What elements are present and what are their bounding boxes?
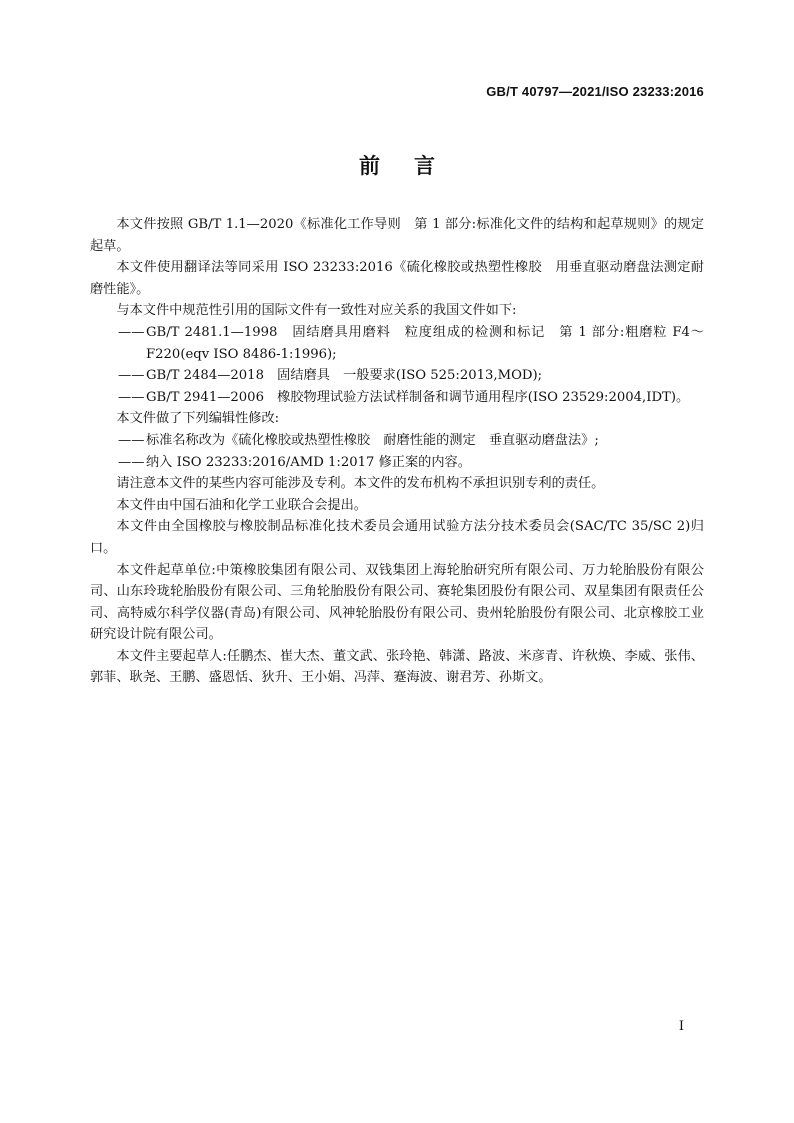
- paragraph-edit-intro: 本文件做了下列编辑性修改:: [116, 411, 280, 427]
- document-code-header: GB/T 40797—2021/ISO 23233:2016: [486, 84, 704, 99]
- list-item: [118, 365, 704, 387]
- paragraph-drafting-rules: 本文件按照 GB/T 1.1—2020《标准化工作导则 第 1 部分:标准化文件的结构和起草规则》的规定起草。: [90, 217, 704, 254]
- list-item: [118, 452, 704, 474]
- list-item-text: GB/T 2481.1—1998 固结磨具用磨料 粒度组成的检测和标记 第 1 部分:粗磨粒 F4～F220(eqv ISO 8486-1:1996);: [146, 324, 704, 362]
- paragraph-proposer: 本文件由中国石油和化学工业联合会提出。: [116, 497, 367, 513]
- list-item: [118, 322, 704, 365]
- dash-marker: ——: [118, 454, 145, 470]
- list-item-text: 纳入 ISO 23233:2016/AMD 1:2017 修正案的内容。: [146, 454, 471, 470]
- paragraph-centralizer: 本文件由全国橡胶与橡胶制品标准化技术委员会通用试验方法分技术委员会(SAC/TC 35/SC 2)归口。: [90, 519, 704, 556]
- dash-marker: ——: [118, 389, 145, 405]
- paragraph-drafting-units: 本文件起草单位:中策橡胶集团有限公司、双钱集团上海轮胎研究所有限公司、万力轮胎股份有限公司、山东玲珑轮胎股份有限公司、三角轮胎股份有限公司、赛轮集团股份有限公司、双星集团有限责任公司、高特威尔科学仪器(青岛)有限公司、风神轮胎股份有限公司、贵州轮胎股份有限公司、北京橡胶工业研究设计院有限公司。: [90, 562, 704, 643]
- page-title: 前言: [359, 153, 469, 178]
- paragraph-drafters: 本文件主要起草人:任鹏杰、崔大杰、董文武、张玲艳、韩潇、路波、米彦青、许秋焕、李威、张伟、郭菲、耿尧、王鹏、盛恩恬、狄升、王小娟、冯萍、蹇海波、谢君芳、孙斯文。: [90, 648, 704, 686]
- list-item-text: GB/T 2484—2018 固结磨具 一般要求(ISO 525:2013,MOD);: [146, 368, 543, 384]
- dash-marker: ——: [118, 368, 145, 384]
- paragraph-adoption: 本文件使用翻译法等同采用 ISO 23233:2016《硫化橡胶或热塑性橡胶 用垂直驱动磨盘法测定耐磨性能》。: [90, 260, 704, 297]
- dash-marker: ——: [118, 324, 145, 340]
- list-item: [118, 387, 704, 409]
- page-number: I: [678, 1019, 684, 1034]
- list-item-text: GB/T 2941—2006 橡胶物理试验方法试样制备和调节通用程序(ISO 23529:2004,IDT)。: [146, 389, 690, 405]
- dash-marker: ——: [118, 432, 145, 448]
- list-item-text: 标准名称改为《硫化橡胶或热塑性橡胶 耐磨性能的测定 垂直驱动磨盘法》;: [146, 432, 599, 448]
- list-item: [118, 430, 704, 452]
- foreword-body: [90, 214, 704, 689]
- paragraph-ref-intro: 与本文件中规范性引用的国际文件有一致性对应关系的我国文件如下:: [116, 303, 517, 319]
- paragraph-patent-notice: 请注意本文件的某些内容可能涉及专利。本文件的发布机构不承担识别专利的责任。: [116, 476, 605, 492]
